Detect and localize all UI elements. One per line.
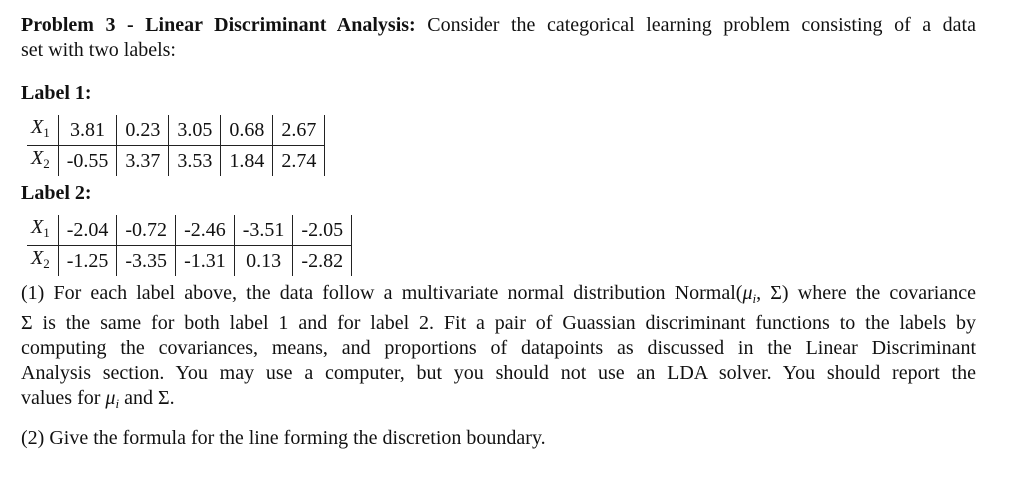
mu-subscript-2: i bbox=[115, 396, 120, 411]
part1-line5-pre: values for bbox=[21, 387, 106, 409]
part1-line1-pre: (1) For each label above, the data follow a multivariate normal distribution Normal( bbox=[21, 282, 743, 304]
problem-intro bbox=[21, 13, 976, 63]
row-variable: $X_2$ bbox=[31, 147, 50, 171]
row-variable: $X_2$ bbox=[31, 247, 50, 271]
label1-heading: Label 1: bbox=[21, 82, 92, 104]
part1-line-2: Σ is the same for both label 1 and for label 2. Fit a pair of Guassian discriminant functions to the labels by bbox=[21, 312, 976, 334]
table-cell: -3.51 bbox=[234, 215, 293, 246]
part1-paragraph bbox=[21, 281, 976, 416]
table-cell: 3.37 bbox=[117, 146, 169, 177]
table-cell: -3.35 bbox=[117, 246, 176, 277]
table-row bbox=[27, 215, 352, 246]
table-row bbox=[27, 246, 352, 277]
intro-line-2: set with two labels: bbox=[21, 39, 176, 61]
label2-heading: Label 2: bbox=[21, 182, 92, 204]
mu-symbol-2: μ bbox=[105, 387, 116, 409]
label1-table bbox=[27, 115, 325, 176]
table-cell: 0.68 bbox=[221, 115, 273, 146]
table-cell: -2.46 bbox=[176, 215, 235, 246]
table-cell: 1.84 bbox=[221, 146, 273, 177]
part1-line1-post: , Σ) where the covariance bbox=[756, 282, 976, 304]
table-cell: -0.72 bbox=[117, 215, 176, 246]
table-cell: 0.13 bbox=[234, 246, 293, 277]
label2-section bbox=[21, 181, 352, 276]
table-cell: 3.53 bbox=[169, 146, 221, 177]
label1-section bbox=[21, 81, 325, 176]
row-variable: $X_1$ bbox=[27, 115, 58, 146]
table-cell: -0.55 bbox=[58, 146, 117, 177]
part1-line-1 bbox=[21, 281, 976, 311]
table-cell: 2.67 bbox=[273, 115, 325, 146]
part1-line-3: computing the covariances, means, and proportions of datapoints as discussed in the Linear Discriminant bbox=[21, 337, 976, 359]
table-cell: -2.82 bbox=[293, 246, 352, 277]
problem-title: Problem 3 - Linear Discriminant Analysis: bbox=[21, 14, 416, 36]
intro-text-1: Consider the categorical learning problem consisting of a data bbox=[427, 14, 976, 36]
table-row bbox=[27, 115, 325, 146]
intro-line-1 bbox=[21, 13, 976, 38]
label2-table bbox=[27, 215, 352, 276]
table-cell: -2.04 bbox=[58, 215, 117, 246]
row-variable: $X_1$ bbox=[27, 215, 58, 246]
table-cell: 3.81 bbox=[58, 115, 117, 146]
mu-symbol: μ bbox=[742, 282, 753, 304]
part1-line-4: Analysis section. You may use a computer, but you should not use an LDA solver. You should report the bbox=[21, 362, 976, 384]
table-cell: -1.31 bbox=[176, 246, 235, 277]
table-cell: 2.74 bbox=[273, 146, 325, 177]
part1-line5-post: and Σ. bbox=[119, 387, 175, 409]
table-row bbox=[27, 146, 325, 177]
table-cell: 0.23 bbox=[117, 115, 169, 146]
part2-text: (2) Give the formula for the line forming the discretion boundary. bbox=[21, 427, 546, 449]
table-cell: -1.25 bbox=[58, 246, 117, 277]
part2-paragraph bbox=[21, 426, 976, 451]
mu-subscript: i bbox=[752, 291, 757, 306]
table-cell: 3.05 bbox=[169, 115, 221, 146]
table-cell: -2.05 bbox=[293, 215, 352, 246]
part1-line-5 bbox=[21, 386, 976, 416]
